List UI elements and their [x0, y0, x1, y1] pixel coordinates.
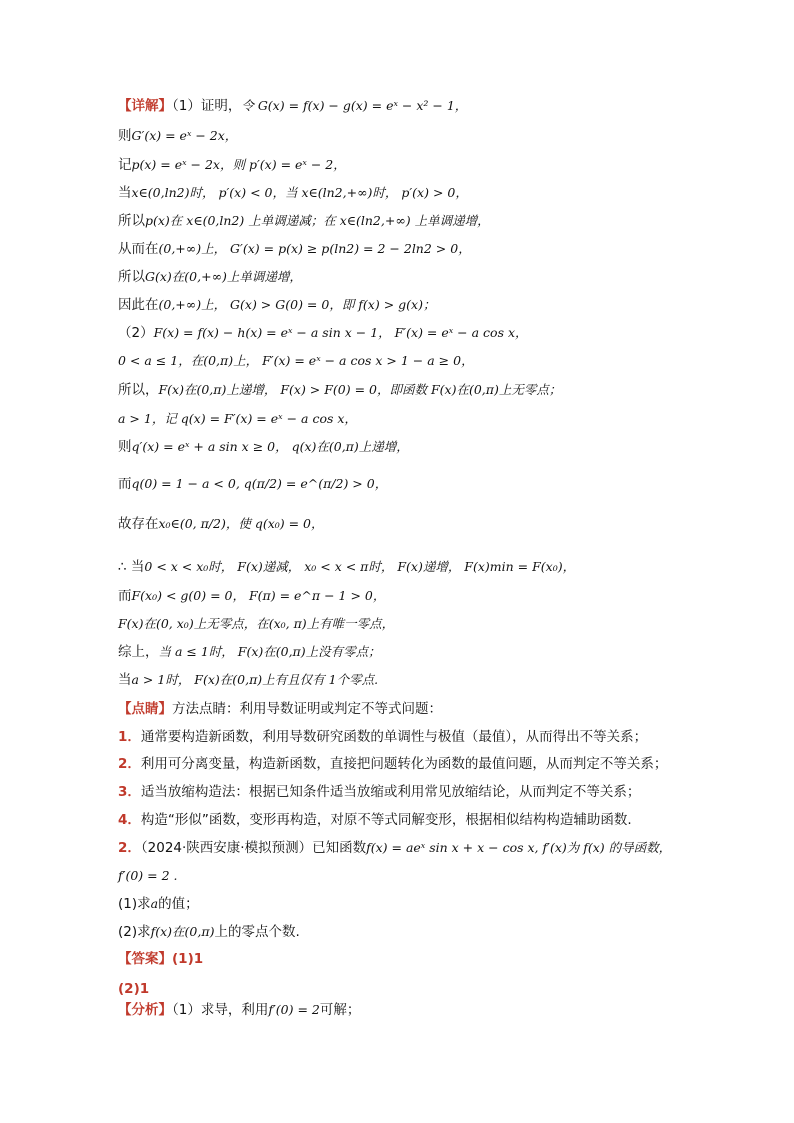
- line-text: 适当放缩构造法：根据已知条件适当放缩或利用常见放缩结论，从而判定不等关系；: [140, 784, 641, 800]
- text-line: [118, 586, 385, 606]
- line-text: （1）证明，: [172, 98, 242, 114]
- line-text: （2024·陕西安康·模拟预测）已知函数: [140, 840, 367, 856]
- math-expression: a > 1时， F(x)在(0,π)上有且仅有 1个零点.: [131, 672, 379, 687]
- math-expression: 当 a ≤ 1时， F(x)在(0,π)上没有零点；: [158, 644, 381, 659]
- section-tag: 【详解】: [118, 98, 172, 114]
- line-text: 当: [118, 672, 132, 688]
- text-line: [118, 267, 302, 287]
- text-line: [118, 239, 471, 259]
- answer-value: (2)1: [118, 981, 150, 997]
- text-line: [118, 894, 199, 914]
- math-expression: p(x) = eˣ − 2x，则 p′(x) = eˣ − 2，: [131, 157, 346, 172]
- text-line: [118, 699, 442, 719]
- text-line: [118, 949, 203, 969]
- text-line: [118, 155, 346, 175]
- text-line: [118, 437, 409, 457]
- list-number: 2．: [118, 840, 141, 856]
- line-text: 故存在: [118, 516, 159, 532]
- line-text: 则: [118, 439, 132, 455]
- text-line: [118, 810, 632, 830]
- line-text: 通常要构造新函数，利用导数研究函数的单调性与极值（最值），从而得出不等关系；: [140, 729, 648, 745]
- text-line: [118, 838, 671, 858]
- line-text: 所以: [118, 269, 145, 285]
- section-tag: 【点睛】: [118, 701, 172, 717]
- text-line: [118, 211, 490, 231]
- math-expression: f(x)在(0,π): [150, 924, 215, 939]
- text-line: [118, 670, 378, 690]
- text-line: [118, 782, 640, 802]
- math-expression: F(x₀) < g(0) = 0， F(π) = e^π − 1 > 0，: [131, 588, 386, 603]
- math-expression: q(0) = 1 − a < 0, q(π/2) = e^(π/2) > 0，: [131, 476, 388, 491]
- line-text: （2）: [118, 325, 154, 341]
- line-text-tail: 的值；: [158, 896, 199, 912]
- line-text: 而: [118, 476, 132, 492]
- line-text: 则: [118, 128, 132, 144]
- math-expression: 0 < a ≤ 1，在(0,π)上， F′(x) = eˣ − a cos x > 1 − a ≥ 0，: [118, 353, 474, 368]
- line-text: 当: [118, 185, 132, 201]
- math-expression: (0,+∞)上， G(x) > G(0) = 0，即 f(x) > g(x)；: [158, 297, 436, 312]
- list-number: 1．: [118, 729, 141, 745]
- text-line: [118, 295, 435, 315]
- math-expression: 0 < x < x₀时， F(x)递减， x₀ < x < π时， F(x)递增， F(x)min = F(x₀)，: [144, 559, 576, 574]
- math-expression: (0,+∞)上， G′(x) = p(x) ≥ p(ln2) = 2 − 2ln2 > 0，: [158, 241, 471, 256]
- math-expression: F(x) = f(x) − h(x) = eˣ − a sin x − 1， F′(x) = eˣ − a cos x，: [153, 325, 528, 340]
- line-text: 方法点睛：利用导数证明或判定不等式问题：: [172, 701, 442, 717]
- text-line: [118, 474, 387, 494]
- text-line: [118, 183, 468, 203]
- line-text: 综上，: [118, 644, 159, 660]
- math-expression: f′(0) = 2: [268, 1002, 320, 1017]
- line-text: 构造“形似”函数，变形再构造，对原不等式同解变形，根据相似结构构造辅助函数.: [140, 812, 632, 828]
- line-text: 所以，: [118, 382, 159, 398]
- section-tag: 【分析】: [118, 1002, 172, 1018]
- math-expression: x₀∈(0, π/2)，使 q(x₀) = 0，: [158, 516, 324, 531]
- text-line: [118, 323, 528, 343]
- text-line: [118, 754, 667, 774]
- math-expression: p(x)在 x∈(0,ln2) 上单调递减；在 x∈(ln2,+∞) 上单调递增，: [145, 213, 490, 228]
- list-number: 3．: [118, 784, 141, 800]
- line-text: ∴ 当: [118, 559, 145, 575]
- text-line: [118, 351, 474, 371]
- text-line: [118, 979, 149, 999]
- math-expression: f(x) = aeˣ sin x + x − cos x, f′(x)为 f(x) 的导函数，: [366, 840, 672, 855]
- line-text: 所以: [118, 213, 145, 229]
- line-text: (1)求: [118, 896, 151, 912]
- math-expression: x∈(0,ln2)时， p′(x) < 0，当 x∈(ln2,+∞)时， p′(x) > 0，: [131, 185, 468, 200]
- text-line: [118, 514, 324, 534]
- line-text: （1）求导，利用: [172, 1002, 269, 1018]
- math-expression: q′(x) = eˣ + a sin x ≥ 0， q(x)在(0,π)上递增，: [131, 439, 409, 454]
- math-expression: 令 G(x) = f(x) − g(x) = eˣ − x² − 1，: [241, 98, 468, 113]
- math-expression: F(x)在(0, x₀)上无零点，在(x₀, π)上有唯一零点，: [118, 616, 395, 631]
- text-line: [118, 126, 237, 146]
- text-line: [118, 727, 647, 747]
- text-line: [118, 866, 178, 886]
- line-text: (2)求: [118, 924, 151, 940]
- math-expression: G′(x) = eˣ − 2x，: [131, 128, 238, 143]
- text-line: [118, 380, 561, 400]
- math-expression: F(x)在(0,π)上递增， F(x) > F(0) = 0，即函数 F(x)在(0,π)上无零点；: [158, 382, 562, 397]
- text-line: [118, 557, 575, 577]
- list-number: 4．: [118, 812, 141, 828]
- section-tag: 【答案】: [118, 951, 172, 967]
- text-line: [118, 642, 381, 662]
- line-text-tail: 可解；: [319, 1002, 361, 1018]
- line-text: 而: [118, 588, 132, 604]
- answer-value: (1)1: [172, 951, 204, 967]
- text-line: [118, 409, 357, 429]
- line-text: 从而在: [118, 241, 159, 257]
- text-line: [118, 1000, 360, 1020]
- line-text: 因此在: [118, 297, 159, 313]
- line-text: 利用可分离变量，构造新函数，直接把问题转化为函数的最值问题，从而判定不等关系；: [140, 756, 668, 772]
- text-line: [118, 96, 467, 116]
- text-line: [118, 614, 394, 634]
- math-expression: a: [150, 896, 159, 911]
- math-expression: G(x)在(0,+∞)上单调递增，: [145, 269, 302, 284]
- math-expression: a > 1，记 q(x) = F′(x) = eˣ − a cos x，: [118, 411, 357, 426]
- line-text-tail: 上的零点个数.: [214, 924, 300, 940]
- text-line: [118, 922, 300, 942]
- math-expression: f′(0) = 2 .: [118, 868, 178, 883]
- list-number: 2．: [118, 756, 141, 772]
- line-text: 记: [118, 157, 132, 173]
